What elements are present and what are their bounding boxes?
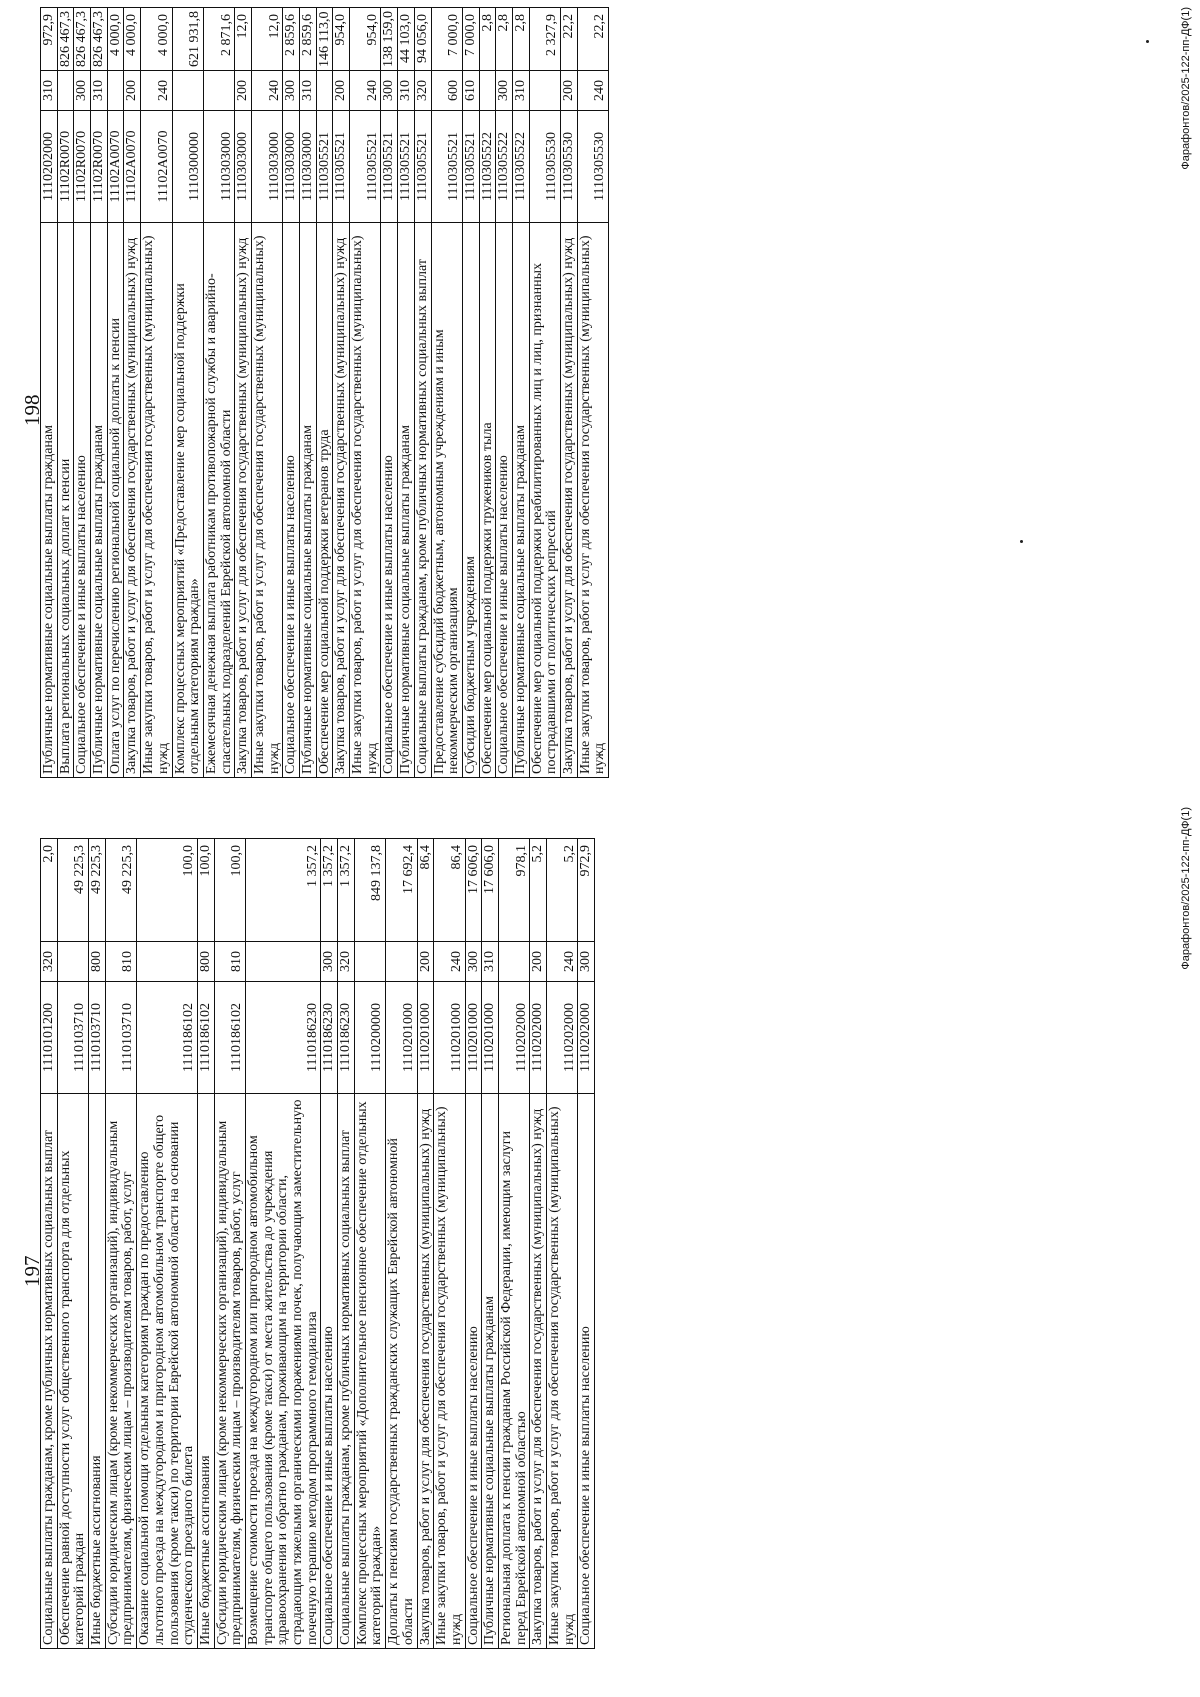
row-name: Социальное обеспечение и иные выплаты населению — [496, 223, 513, 778]
table-row — [214, 839, 245, 1649]
row-sum: 100,0 — [137, 839, 198, 942]
row-code: 1110305521 — [333, 111, 350, 223]
row-sum: 49 225,3 — [89, 839, 106, 942]
table-row — [417, 839, 434, 1649]
table-row — [137, 839, 198, 1649]
row-name: Публичные нормативные социальные выплаты гражданам — [398, 223, 415, 778]
row-name: Закупка товаров, работ и услуг для обеспечения государственных (муниципальных) нужд — [235, 223, 252, 778]
row-code: 1110103710 — [105, 982, 136, 1094]
row-sum: 4 000,0 — [141, 8, 172, 71]
table-row — [498, 839, 529, 1649]
row-name: Обеспечение мер социальной поддержки ветеранов труда — [316, 223, 333, 778]
row-expense-type: 310 — [512, 71, 529, 111]
table-row — [462, 8, 479, 778]
row-sum: 17 606,0 — [482, 839, 499, 942]
table-row — [578, 839, 595, 1649]
row-sum: 4 000,0 — [124, 8, 141, 71]
row-expense-type — [529, 71, 560, 111]
row-sum: 1 357,2 — [245, 839, 320, 942]
table-row — [172, 8, 203, 778]
row-code: 1110186102 — [197, 982, 214, 1094]
page-197 — [0, 797, 1200, 1697]
row-code: 1110305530 — [561, 111, 578, 223]
row-sum: 7 000,0 — [462, 8, 479, 71]
row-expense-type: 310 — [482, 942, 499, 982]
row-sum: 954,0 — [350, 8, 381, 71]
table-row — [354, 839, 385, 1649]
row-name: Социальное обеспечение и иные выплаты населению — [283, 223, 300, 778]
table-row — [530, 839, 547, 1649]
row-sum: 100,0 — [214, 839, 245, 942]
table-row — [245, 839, 320, 1649]
row-name: Закупка товаров, работ и услуг для обеспечения государственных (муниципальных) нужд — [530, 1094, 547, 1649]
row-code: 1110186230 — [321, 982, 338, 1094]
row-sum: 49 225,3 — [57, 839, 88, 942]
row-sum: 17 692,4 — [386, 839, 417, 942]
table-row — [398, 8, 415, 778]
row-expense-type: 200 — [333, 71, 350, 111]
row-sum: 2,0 — [41, 839, 58, 942]
row-sum: 2,8 — [512, 8, 529, 71]
table-row — [431, 8, 462, 778]
row-sum: 2 327,9 — [529, 8, 560, 71]
row-code: 1110305522 — [496, 111, 513, 223]
row-expense-type: 610 — [462, 71, 479, 111]
table-row — [482, 839, 499, 1649]
row-expense-type: 200 — [124, 71, 141, 111]
row-expense-type: 240 — [577, 71, 608, 111]
row-code: 11102R0070 — [57, 111, 74, 223]
row-name: Предоставление субсидий бюджетным, автономным учреждениям и иным некоммерческим организациям — [431, 223, 462, 778]
budget-table — [40, 7, 609, 778]
row-expense-type: 240 — [141, 71, 172, 111]
table-row — [57, 8, 74, 778]
row-name: Публичные нормативные социальные выплаты гражданам — [512, 223, 529, 778]
scan-speck — [1146, 40, 1149, 43]
row-sum: 94 056,0 — [414, 8, 431, 71]
row-expense-type: 310 — [41, 71, 58, 111]
row-code: 1110305521 — [381, 111, 398, 223]
row-code: 1110300000 — [172, 111, 203, 223]
row-sum: 22,2 — [561, 8, 578, 71]
row-name: Иные закупки товаров, работ и услуг для обеспечения государственных (муниципальных) нужд — [251, 223, 282, 778]
table-row — [333, 8, 350, 778]
table-row — [124, 8, 141, 778]
row-code: 11102А0070 — [141, 111, 172, 223]
row-name: Иные закупки товаров, работ и услуг для обеспечения государственных (муниципальных) нужд — [547, 1094, 578, 1649]
row-sum: 86,4 — [434, 839, 465, 942]
row-name: Субсидии юридическим лицам (кроме некоммерческих организаций), индивидуальным предпринимателям, физическим лицам – производителям товаров, работ, услуг — [105, 1094, 136, 1649]
row-name: Возмещение стоимости проезда на междугородном или пригородном автомобильном транспорте общего пользования (кроме такси) от места жительства до учреждения здравоохранения и обратно гражданам, проживающим на территории области, страдающим тяжелыми органическими поражениями почек, получающим заместительную почечную терапию методом программного гемодиализа — [245, 1094, 320, 1649]
row-sum: 17 606,0 — [465, 839, 482, 942]
row-name: Иные закупки товаров, работ и услуг для обеспечения государственных (муниципальных) нужд — [141, 223, 172, 778]
row-sum: 22,2 — [577, 8, 608, 71]
table-row — [381, 8, 398, 778]
row-name: Региональная доплата к пенсии гражданам Российской Федерации, имеющим заслуги перед Еврейской автономной областью — [498, 1094, 529, 1649]
row-expense-type: 800 — [89, 942, 106, 982]
table-row — [235, 8, 252, 778]
table-row — [41, 8, 58, 778]
row-sum: 7 000,0 — [431, 8, 462, 71]
row-expense-type: 200 — [235, 71, 252, 111]
table-row — [386, 839, 417, 1649]
row-code: 1110200000 — [354, 982, 385, 1094]
row-code: 1110303000 — [203, 111, 234, 223]
row-code: 1110201000 — [434, 982, 465, 1094]
row-sum: 44 103,0 — [398, 8, 415, 71]
row-expense-type: 300 — [283, 71, 300, 111]
row-expense-type: 300 — [381, 71, 398, 111]
row-name: Субсидии бюджетным учреждениям — [462, 223, 479, 778]
row-name: Публичные нормативные социальные выплаты гражданам — [41, 223, 58, 778]
row-code: 1110305530 — [529, 111, 560, 223]
row-sum: 100,0 — [197, 839, 214, 942]
row-name: Комплекс процессных мероприятий «Дополнительное пенсионное обеспечение отдельных категорий граждан» — [354, 1094, 385, 1649]
row-expense-type: 810 — [214, 942, 245, 982]
row-name: Выплата региональных социальных доплат к пенсии — [57, 223, 74, 778]
row-name: Социальное обеспечение и иные выплаты населению — [381, 223, 398, 778]
budget-table — [40, 838, 595, 1649]
row-expense-type — [386, 942, 417, 982]
row-name: Закупка товаров, работ и услуг для обеспечения государственных (муниципальных) нужд — [124, 223, 141, 778]
row-name: Закупка товаров, работ и услуг для обеспечения государственных (муниципальных) нужд — [333, 223, 350, 778]
row-code: 1110201000 — [482, 982, 499, 1094]
row-sum: 2 859,6 — [300, 8, 317, 71]
row-name: Социальное обеспечение и иные выплаты населению — [321, 1094, 338, 1649]
row-code: 1110305530 — [577, 111, 608, 223]
row-expense-type: 300 — [465, 942, 482, 982]
row-code: 1110186102 — [137, 982, 198, 1094]
row-sum: 2 859,6 — [283, 8, 300, 71]
row-name: Иные закупки товаров, работ и услуг для обеспечения государственных (муниципальных) нужд — [434, 1094, 465, 1649]
table-row — [338, 839, 355, 1649]
row-name: Комплекс процессных мероприятий «Предоставление мер социальной поддержки отдельным категориям граждан» — [172, 223, 203, 778]
row-code: 11102R0070 — [91, 111, 108, 223]
table-row — [350, 8, 381, 778]
row-expense-type: 240 — [434, 942, 465, 982]
table-row — [321, 839, 338, 1649]
row-code: 1110305521 — [398, 111, 415, 223]
table-row — [414, 8, 431, 778]
row-sum: 2,8 — [496, 8, 513, 71]
row-code: 1110303000 — [251, 111, 282, 223]
row-sum: 146 113,0 — [316, 8, 333, 71]
row-sum: 826 467,3 — [57, 8, 74, 71]
row-code: 1110201000 — [417, 982, 434, 1094]
row-expense-type — [479, 71, 496, 111]
row-sum: 1 357,2 — [338, 839, 355, 942]
row-name: Субсидии юридическим лицам (кроме некоммерческих организаций), индивидуальным предпринимателям, физическим лицам – производителям товаров, работ, услуг — [214, 1094, 245, 1649]
row-name: Иные закупки товаров, работ и услуг для обеспечения государственных (муниципальных) нужд — [350, 223, 381, 778]
row-expense-type — [57, 71, 74, 111]
row-sum: 5,2 — [547, 839, 578, 942]
table-row — [203, 8, 234, 778]
row-name: Закупка товаров, работ и услуг для обеспечения государственных (муниципальных) нужд — [561, 223, 578, 778]
row-expense-type — [316, 71, 333, 111]
row-sum: 849 137,8 — [354, 839, 385, 942]
row-code: 1110305521 — [462, 111, 479, 223]
row-expense-type: 320 — [41, 942, 58, 982]
row-name: Закупка товаров, работ и услуг для обеспечения государственных (муниципальных) нужд — [417, 1094, 434, 1649]
row-code: 11102А0070 — [107, 111, 124, 223]
table-row — [107, 8, 124, 778]
row-sum: 4 000,0 — [107, 8, 124, 71]
row-sum: 5,2 — [530, 839, 547, 942]
row-code: 1110103710 — [57, 982, 88, 1094]
table-row — [577, 8, 608, 778]
row-expense-type — [354, 942, 385, 982]
row-sum: 12,0 — [251, 8, 282, 71]
row-name: Социальное обеспечение и иные выплаты населению — [465, 1094, 482, 1649]
row-code: 1110305521 — [316, 111, 333, 223]
scan-speck — [1020, 540, 1023, 543]
row-name: Публичные нормативные социальные выплаты гражданам — [300, 223, 317, 778]
row-expense-type: 300 — [74, 71, 91, 111]
table-row — [74, 8, 91, 778]
table-row — [251, 8, 282, 778]
table-row — [561, 8, 578, 778]
row-name: Обеспечение равной доступности услуг общественного транспорта для отдельных категорий граждан — [57, 1094, 88, 1649]
page-number: 198 — [20, 394, 44, 426]
row-code: 1110202000 — [530, 982, 547, 1094]
row-expense-type: 810 — [105, 942, 136, 982]
row-code: 1110186230 — [338, 982, 355, 1094]
row-name: Социальные выплаты гражданам, кроме публичных нормативных социальных выплат — [338, 1094, 355, 1649]
row-name: Иные бюджетные ассигнования — [197, 1094, 214, 1649]
row-expense-type — [57, 942, 88, 982]
document-footer: Фарафонтов/2025-122-пп-ДФ(1) — [1180, 807, 1192, 970]
row-expense-type: 240 — [547, 942, 578, 982]
row-expense-type — [498, 942, 529, 982]
row-name: Публичные нормативные социальные выплаты гражданам — [91, 223, 108, 778]
row-expense-type: 200 — [561, 71, 578, 111]
row-code: 1110305521 — [350, 111, 381, 223]
row-expense-type: 310 — [300, 71, 317, 111]
row-expense-type — [137, 942, 198, 982]
row-code: 1110103710 — [89, 982, 106, 1094]
row-expense-type: 240 — [251, 71, 282, 111]
row-name: Оказание социальной помощи отдельным категориям граждан по предоставлению льготного проезда на междугородном и пригородном автомобильном транспорте общего пользования (кроме такси) по территории Еврейской автономной области на основании студенческого проездного билета — [137, 1094, 198, 1649]
row-expense-type: 600 — [431, 71, 462, 111]
row-expense-type: 320 — [338, 942, 355, 982]
table-row — [105, 839, 136, 1649]
table-row — [316, 8, 333, 778]
row-expense-type: 310 — [91, 71, 108, 111]
row-expense-type: 310 — [398, 71, 415, 111]
table-row — [41, 839, 58, 1649]
row-expense-type — [203, 71, 234, 111]
row-code: 1110202000 — [547, 982, 578, 1094]
row-name: Публичные нормативные социальные выплаты гражданам — [482, 1094, 499, 1649]
row-code: 1110186102 — [214, 982, 245, 1094]
row-code: 1110305522 — [512, 111, 529, 223]
row-name: Социальное обеспечение и иные выплаты населению — [74, 223, 91, 778]
row-code: 1110201000 — [386, 982, 417, 1094]
table-row — [300, 8, 317, 778]
row-expense-type: 200 — [417, 942, 434, 982]
table-row — [197, 839, 214, 1649]
row-sum: 954,0 — [333, 8, 350, 71]
row-code: 1110101200 — [41, 982, 58, 1094]
row-name: Доплаты к пенсиям государственных гражданских служащих Еврейской автономной области — [386, 1094, 417, 1649]
row-name: Иные бюджетные ассигнования — [89, 1094, 106, 1649]
table-row — [529, 8, 560, 778]
row-sum: 826 467,3 — [74, 8, 91, 71]
row-sum: 978,1 — [498, 839, 529, 942]
row-code: 1110305521 — [431, 111, 462, 223]
table-row — [283, 8, 300, 778]
row-code: 11102А0070 — [124, 111, 141, 223]
row-expense-type: 200 — [530, 942, 547, 982]
row-code: 1110303000 — [283, 111, 300, 223]
row-code: 1110303000 — [235, 111, 252, 223]
row-sum: 972,9 — [578, 839, 595, 942]
row-expense-type: 240 — [350, 71, 381, 111]
row-sum: 86,4 — [417, 839, 434, 942]
table-row — [89, 839, 106, 1649]
row-code: 11102R0070 — [74, 111, 91, 223]
table-row — [479, 8, 496, 778]
table-row — [547, 839, 578, 1649]
row-sum: 826 467,3 — [91, 8, 108, 71]
document-footer: Фарафонтов/2025-122-пп-ДФ(1) — [1180, 7, 1192, 170]
row-sum: 12,0 — [235, 8, 252, 71]
row-sum: 621 931,8 — [172, 8, 203, 71]
row-code: 1110303000 — [300, 111, 317, 223]
table-row — [141, 8, 172, 778]
row-code: 1110202000 — [41, 111, 58, 223]
row-name: Обеспечение мер социальной поддержки тружеников тыла — [479, 223, 496, 778]
row-sum: 1 357,2 — [321, 839, 338, 942]
row-name: Оплата услуг по перечислению региональной социальной доплаты к пенсии — [107, 223, 124, 778]
table-row — [496, 8, 513, 778]
row-name: Социальное обеспечение и иные выплаты населению — [578, 1094, 595, 1649]
row-code: 1110186230 — [245, 982, 320, 1094]
row-code: 1110202000 — [578, 982, 595, 1094]
row-sum: 2,8 — [479, 8, 496, 71]
row-expense-type: 300 — [578, 942, 595, 982]
row-expense-type — [172, 71, 203, 111]
page-number: 197 — [20, 1255, 44, 1287]
row-sum: 2 871,6 — [203, 8, 234, 71]
row-name: Обеспечение мер социальной поддержки реабилитированных лиц и лиц, признанных пострадавшими от политических репрессий — [529, 223, 560, 778]
row-code: 1110201000 — [465, 982, 482, 1094]
row-expense-type — [107, 71, 124, 111]
row-name: Социальные выплаты гражданам, кроме публичных нормативных социальных выплат — [41, 1094, 58, 1649]
row-sum: 49 225,3 — [105, 839, 136, 942]
page-198 — [0, 1, 1200, 786]
row-name: Ежемесячная денежная выплата работникам противопожарной службы и аварийно-спасательных подразделений Еврейской автономной области — [203, 223, 234, 778]
row-expense-type — [245, 942, 320, 982]
table-row — [512, 8, 529, 778]
row-expense-type: 800 — [197, 942, 214, 982]
row-code: 1110305521 — [414, 111, 431, 223]
row-sum: 972,9 — [41, 8, 58, 71]
row-expense-type: 300 — [321, 942, 338, 982]
table-row — [91, 8, 108, 778]
row-expense-type: 300 — [496, 71, 513, 111]
row-code: 1110305522 — [479, 111, 496, 223]
table-row — [434, 839, 465, 1649]
table-row — [465, 839, 482, 1649]
table-row — [57, 839, 88, 1649]
row-code: 1110202000 — [498, 982, 529, 1094]
row-name: Иные закупки товаров, работ и услуг для обеспечения государственных (муниципальных) нужд — [577, 223, 608, 778]
row-name: Социальные выплаты гражданам, кроме публичных нормативных социальных выплат — [414, 223, 431, 778]
row-expense-type: 320 — [414, 71, 431, 111]
row-sum: 138 159,0 — [381, 8, 398, 71]
